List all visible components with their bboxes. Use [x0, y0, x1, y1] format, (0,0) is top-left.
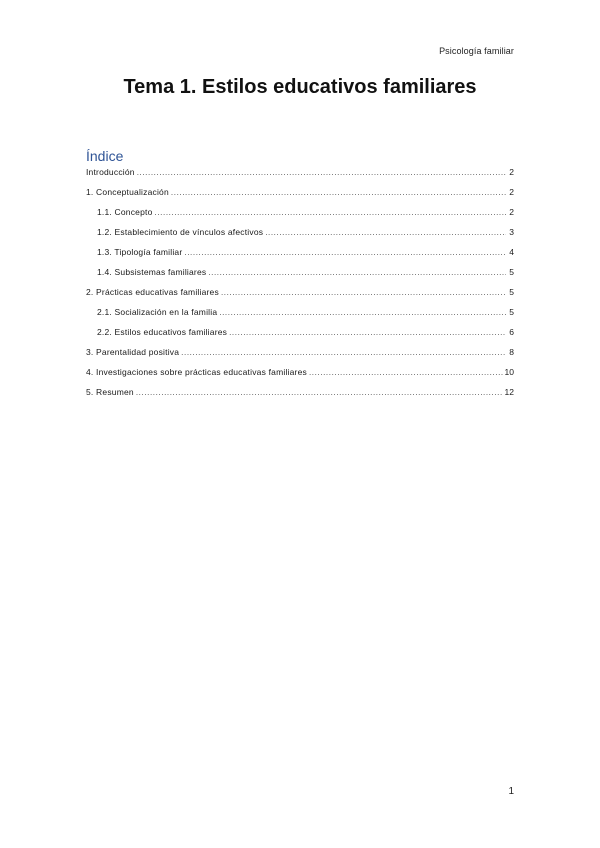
toc-dot-leader: [265, 228, 506, 237]
toc-entry-conceptualizacion[interactable]: [86, 187, 514, 207]
toc-entry-label: 4. Investigaciones sobre prácticas educativas familiares: [86, 367, 307, 377]
toc-dot-leader: [184, 248, 506, 257]
toc-entry-page: 12: [504, 387, 514, 397]
toc-entry-tipologia-familiar[interactable]: [86, 247, 514, 267]
toc-entry-label: Introducción: [86, 167, 135, 177]
toc-dot-leader: [181, 348, 506, 357]
toc-entry-page: 3: [509, 227, 514, 237]
toc-dot-leader: [208, 268, 506, 277]
toc-entry-label: 2.2. Estilos educativos familiares: [97, 327, 228, 337]
toc-entry-label: 1.3. Tipología familiar: [97, 247, 183, 257]
toc-entry-page: 4: [509, 247, 514, 257]
toc-dot-leader: [171, 188, 506, 197]
toc-entry-label: 1. Conceptualización: [86, 187, 169, 197]
toc-entry-resumen[interactable]: [86, 387, 514, 407]
toc-dot-leader: [229, 328, 506, 337]
toc-entry-socializacion[interactable]: [86, 307, 514, 327]
toc-entry-page: 5: [509, 287, 514, 297]
toc-entry-estilos-educativos[interactable]: [86, 327, 514, 347]
toc-entry-page: 5: [509, 267, 514, 277]
toc-dot-leader: [221, 288, 506, 297]
toc-entry-label: 1.4. Subsistemas familiares: [97, 267, 207, 277]
toc-entry-page: 2: [509, 187, 514, 197]
toc-entry-practicas-educativas[interactable]: [86, 287, 514, 307]
toc-entry-page: 5: [509, 307, 514, 317]
toc-entry-label: 5. Resumen: [86, 387, 134, 397]
toc-entry-page: 8: [509, 347, 514, 357]
toc-entry-label: 2.1. Socialización en la familia: [97, 307, 218, 317]
toc-entry-label: 1.2. Establecimiento de vínculos afectivos: [97, 227, 264, 237]
toc-entry-parentalidad-positiva[interactable]: [86, 347, 514, 367]
toc-entry-page: 2: [509, 167, 514, 177]
toc-entry-vinculos-afectivos[interactable]: [86, 227, 514, 247]
document-title: Tema 1. Estilos educativos familiares: [123, 76, 477, 98]
toc-dot-leader: [219, 308, 506, 317]
toc-entry-page: 2: [509, 207, 514, 217]
toc-dot-leader: [137, 168, 506, 177]
toc-entry-page: 6: [509, 327, 514, 337]
toc-entry-label: 3. Parentalidad positiva: [86, 347, 180, 357]
toc-heading: Índice: [86, 148, 124, 164]
table-of-contents: [86, 167, 514, 407]
toc-entry-label: 1.1. Concepto: [97, 207, 153, 217]
toc-dot-leader: [309, 368, 503, 377]
toc-dot-leader: [155, 208, 506, 217]
toc-entry-investigaciones[interactable]: [86, 367, 514, 387]
toc-entry-page: 10: [504, 367, 514, 377]
toc-entry-subsistemas-familiares[interactable]: [86, 267, 514, 287]
toc-dot-leader: [136, 388, 503, 397]
toc-entry-introduccion[interactable]: [86, 167, 514, 187]
toc-entry-concepto[interactable]: [86, 207, 514, 227]
page-number: 1: [508, 786, 514, 797]
running-header: Psicología familiar: [439, 46, 514, 56]
toc-entry-label: 2. Prácticas educativas familiares: [86, 287, 219, 297]
